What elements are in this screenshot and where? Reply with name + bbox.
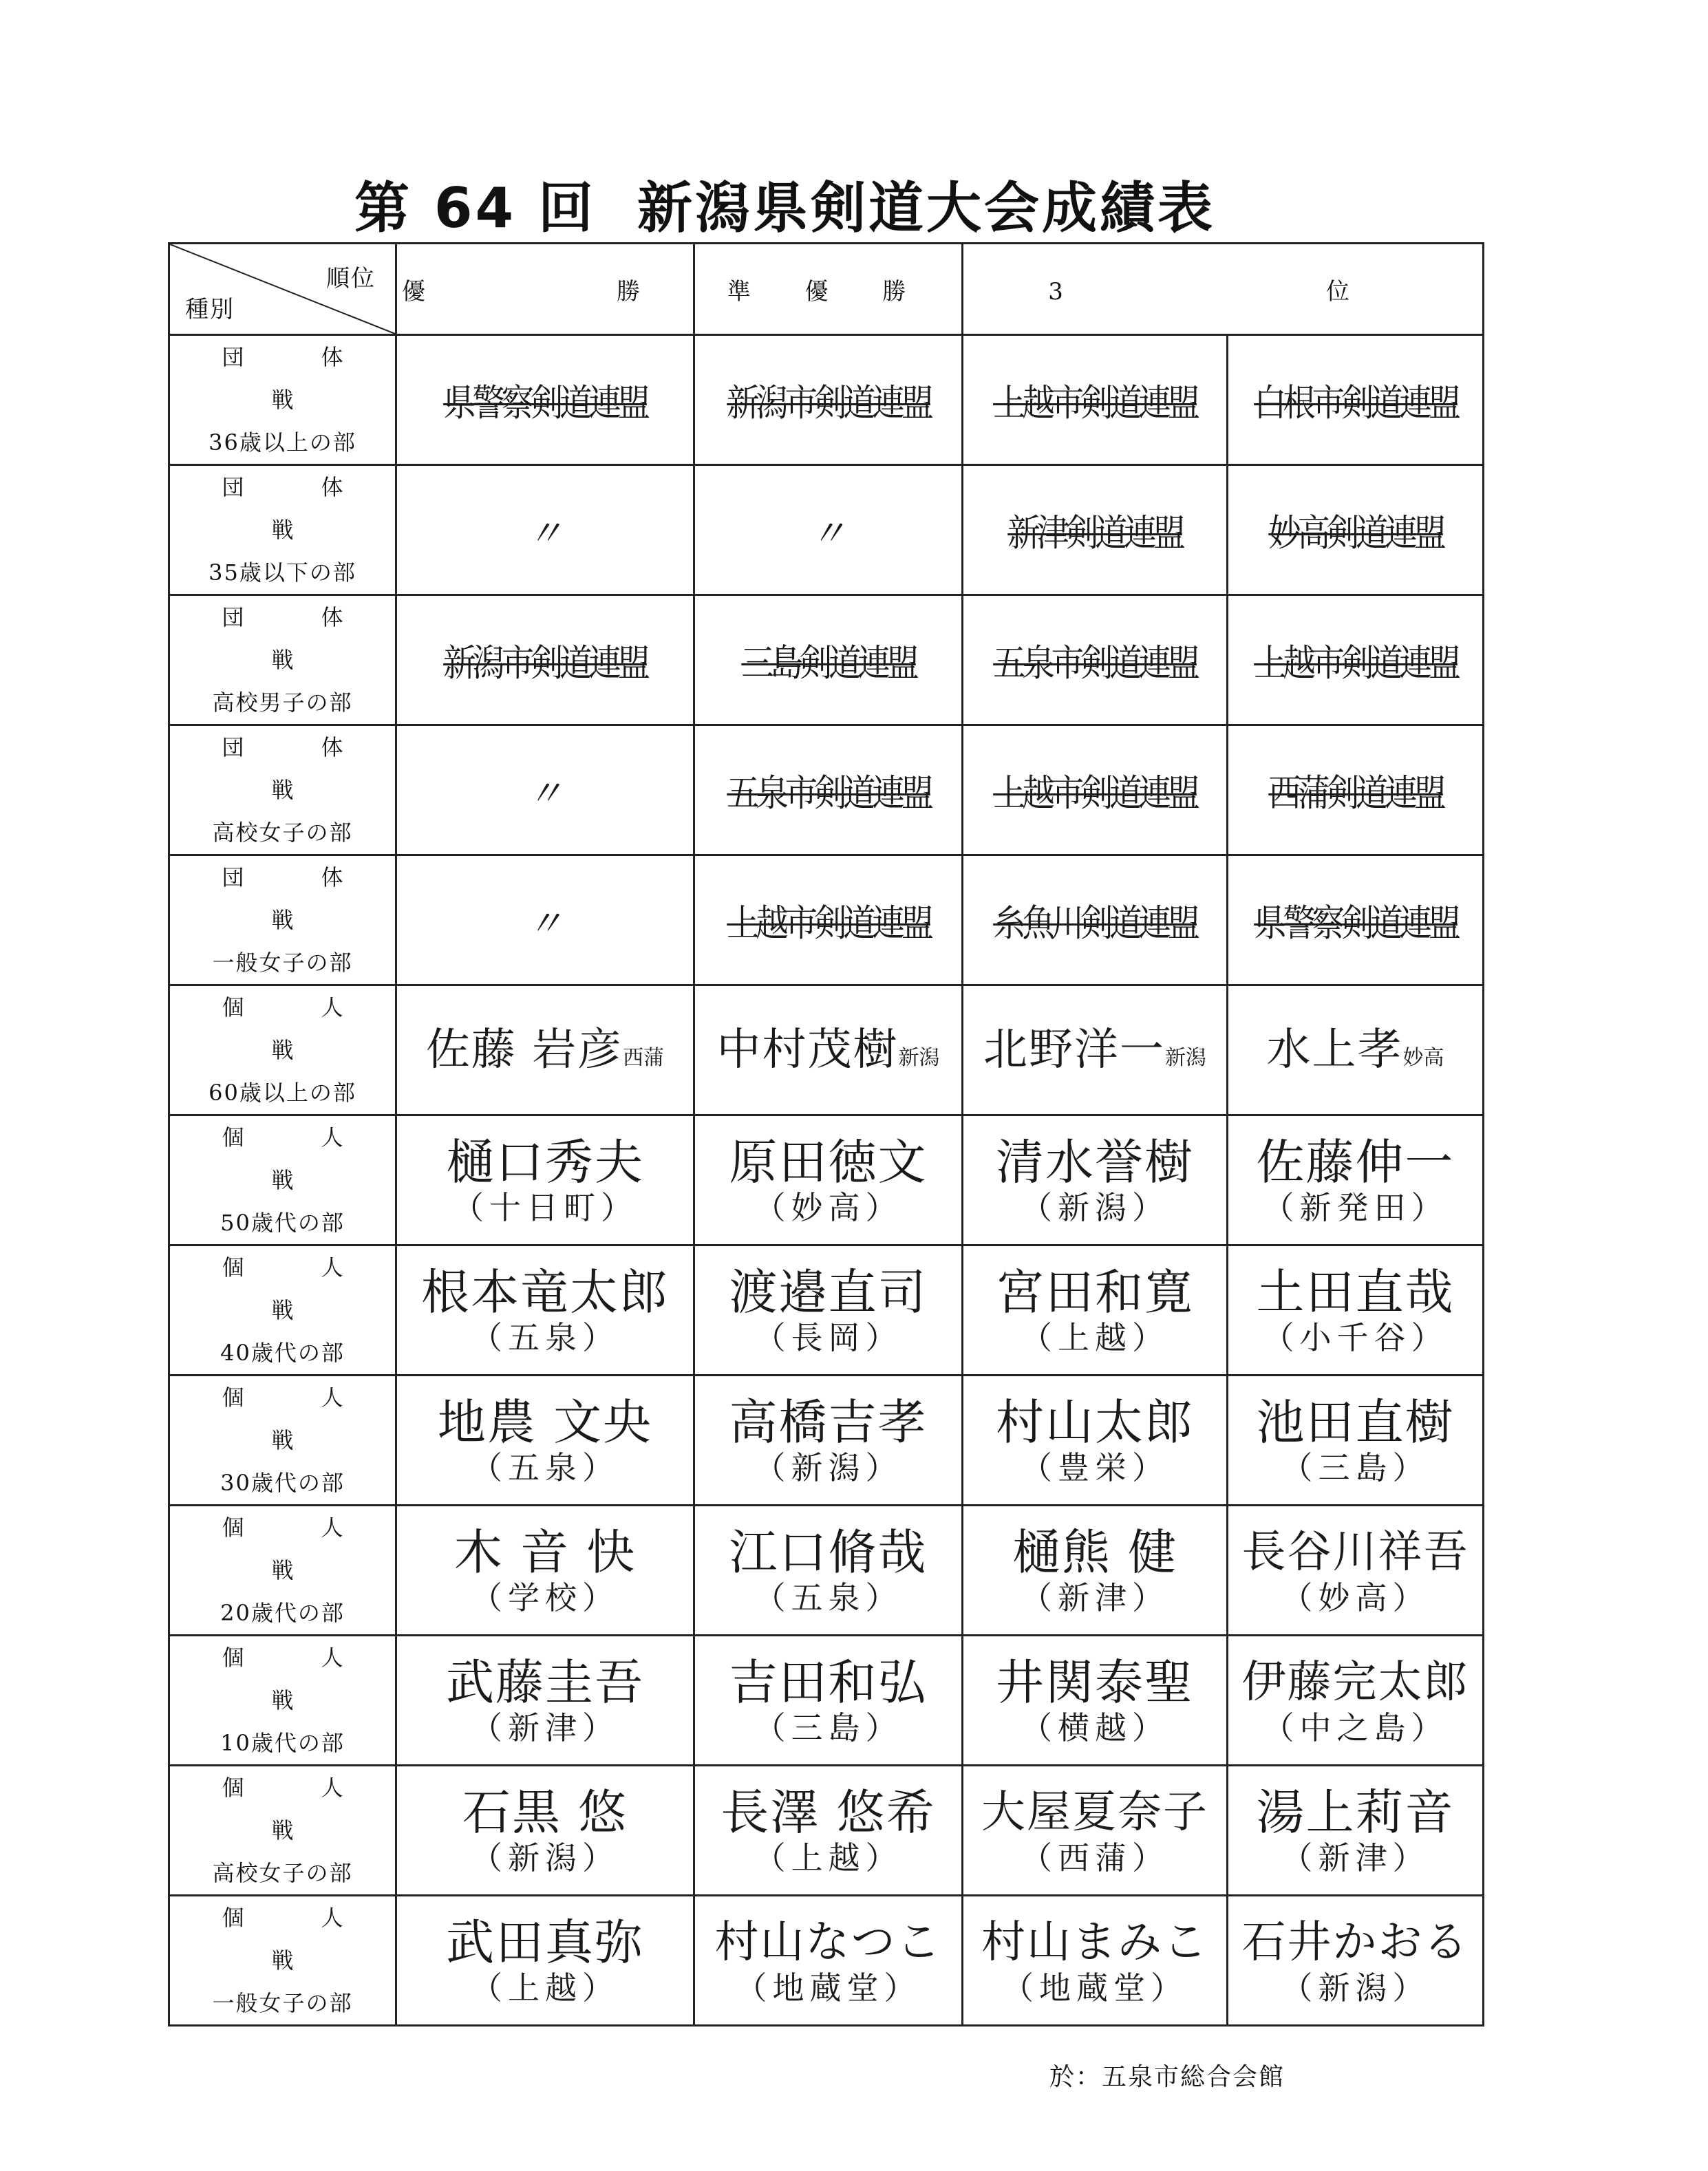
third-cell: 石井かおる （新潟） (1228, 1896, 1484, 2026)
runner-up-cell: 三島剣道連盟 (694, 595, 963, 725)
results-table (168, 242, 1484, 2026)
title-number: 第 64 回 (354, 176, 597, 240)
table-row (169, 1115, 1484, 1245)
third-cell: 上越市剣道連盟 (963, 335, 1228, 465)
third-cell: 長谷川祥吾 （妙高） (1228, 1506, 1484, 1636)
third-cell: 北野洋一新潟 (963, 985, 1228, 1115)
runner-up-cell: 原田徳文 （妙高） (694, 1115, 963, 1245)
winner-cell: 武藤圭吾 （新津） (396, 1636, 694, 1766)
winner-cell: 新潟市剣道連盟 (396, 595, 694, 725)
winner-cell: 〃 (396, 855, 694, 985)
runner-up-cell: 吉田和弘 （三島） (694, 1636, 963, 1766)
table-row (169, 335, 1484, 465)
winner-cell: 〃 (396, 725, 694, 855)
third-cell: 県警察剣道連盟 (1228, 855, 1484, 985)
runner-up-cell: 高橋吉孝 （新潟） (694, 1376, 963, 1506)
category-cell: 個 人 戦 50歳代の部 (169, 1115, 396, 1245)
table-row (169, 1636, 1484, 1766)
third-cell: 五泉市剣道連盟 (963, 595, 1228, 725)
table-row (169, 1766, 1484, 1896)
table-row (169, 725, 1484, 855)
third-cell: 新津剣道連盟 (963, 465, 1228, 595)
table-row (169, 1245, 1484, 1376)
runner-up-cell: 中村茂樹新潟 (694, 985, 963, 1115)
table-row (169, 1506, 1484, 1636)
runner-up-cell: 〃 (694, 465, 963, 595)
third-cell: 清水誉樹 （新潟） (963, 1115, 1228, 1245)
table-row (169, 595, 1484, 725)
runner-up-cell: 渡邉直司 （長岡） (694, 1245, 963, 1376)
table-row (169, 855, 1484, 985)
corner-header (169, 244, 396, 335)
third-cell: 樋熊 健 （新津） (963, 1506, 1228, 1636)
category-cell: 個 人 戦 60歳以上の部 (169, 985, 396, 1115)
category-label: 種別 (185, 296, 235, 323)
winner-cell: 根本竜太郎 （五泉） (396, 1245, 694, 1376)
third-cell: 大屋夏奈子 （西蒲） (963, 1766, 1228, 1896)
runner-up-cell: 五泉市剣道連盟 (694, 725, 963, 855)
third-cell: 井関泰聖 （横越） (963, 1636, 1228, 1766)
third-cell: 西蒲剣道連盟 (1228, 725, 1484, 855)
category-cell: 団 体 戦 36歳以上の部 (169, 335, 396, 465)
third-cell: 白根市剣道連盟 (1228, 335, 1484, 465)
winner-header: 優 勝 (396, 244, 694, 335)
third-cell: 糸魚川剣道連盟 (963, 855, 1228, 985)
category-cell: 個 人 戦 20歳代の部 (169, 1506, 396, 1636)
third-cell: 土田直哉 （小千谷） (1228, 1245, 1484, 1376)
page-title (354, 164, 1352, 239)
venue-note: 於：五泉市総合会館 (1049, 2063, 1285, 2091)
third-cell: 上越市剣道連盟 (963, 725, 1228, 855)
winner-cell: 石黒 悠 （新潟） (396, 1766, 694, 1896)
category-cell: 団 体 戦 35歳以下の部 (169, 465, 396, 595)
category-cell: 団 体 戦 一般女子の部 (169, 855, 396, 985)
third-cell: 湯上莉音 （新津） (1228, 1766, 1484, 1896)
category-cell: 個 人 戦 30歳代の部 (169, 1376, 396, 1506)
runner-up-cell: 江口脩哉 （五泉） (694, 1506, 963, 1636)
winner-cell: 地農 文央 （五泉） (396, 1376, 694, 1506)
winner-cell: 武田真弥 （上越） (396, 1896, 694, 2026)
winner-cell: 佐藤 岩彦西蒲 (396, 985, 694, 1115)
header-row (169, 244, 1484, 335)
runner-up-cell: 村山なつこ （地蔵堂） (694, 1896, 963, 2026)
third-cell: 村山太郎 （豊栄） (963, 1376, 1228, 1506)
table-row (169, 465, 1484, 595)
title-main: 新潟県剣道大会成績表 (637, 176, 1216, 240)
third-place-header: 3 位 (963, 244, 1484, 335)
category-cell: 団 体 戦 高校女子の部 (169, 725, 396, 855)
category-cell: 団 体 戦 高校男子の部 (169, 595, 396, 725)
runner-up-header: 準 優 勝 (694, 244, 963, 335)
third-cell: 宮田和寛 （上越） (963, 1245, 1228, 1376)
table-row (169, 1896, 1484, 2026)
category-cell: 個 人 戦 10歳代の部 (169, 1636, 396, 1766)
rank-label: 順位 (326, 265, 376, 292)
third-cell: 伊藤完太郎 （中之島） (1228, 1636, 1484, 1766)
runner-up-cell: 長澤 悠希 （上越） (694, 1766, 963, 1896)
third-cell: 水上孝妙高 (1228, 985, 1484, 1115)
third-cell: 妙高剣道連盟 (1228, 465, 1484, 595)
third-cell: 佐藤伸一 （新発田） (1228, 1115, 1484, 1245)
runner-up-cell: 上越市剣道連盟 (694, 855, 963, 985)
table-row (169, 1376, 1484, 1506)
winner-cell: 〃 (396, 465, 694, 595)
category-cell: 個 人 戦 高校女子の部 (169, 1766, 396, 1896)
winner-cell: 県警察剣道連盟 (396, 335, 694, 465)
third-cell: 池田直樹 （三島） (1228, 1376, 1484, 1506)
runner-up-cell: 新潟市剣道連盟 (694, 335, 963, 465)
category-cell: 個 人 戦 40歳代の部 (169, 1245, 396, 1376)
table-row (169, 985, 1484, 1115)
third-cell: 上越市剣道連盟 (1228, 595, 1484, 725)
winner-cell: 樋口秀夫 （十日町） (396, 1115, 694, 1245)
category-cell: 個 人 戦 一般女子の部 (169, 1896, 396, 2026)
third-cell: 村山まみこ （地蔵堂） (963, 1896, 1228, 2026)
winner-cell: 木 音 快 （学校） (396, 1506, 694, 1636)
